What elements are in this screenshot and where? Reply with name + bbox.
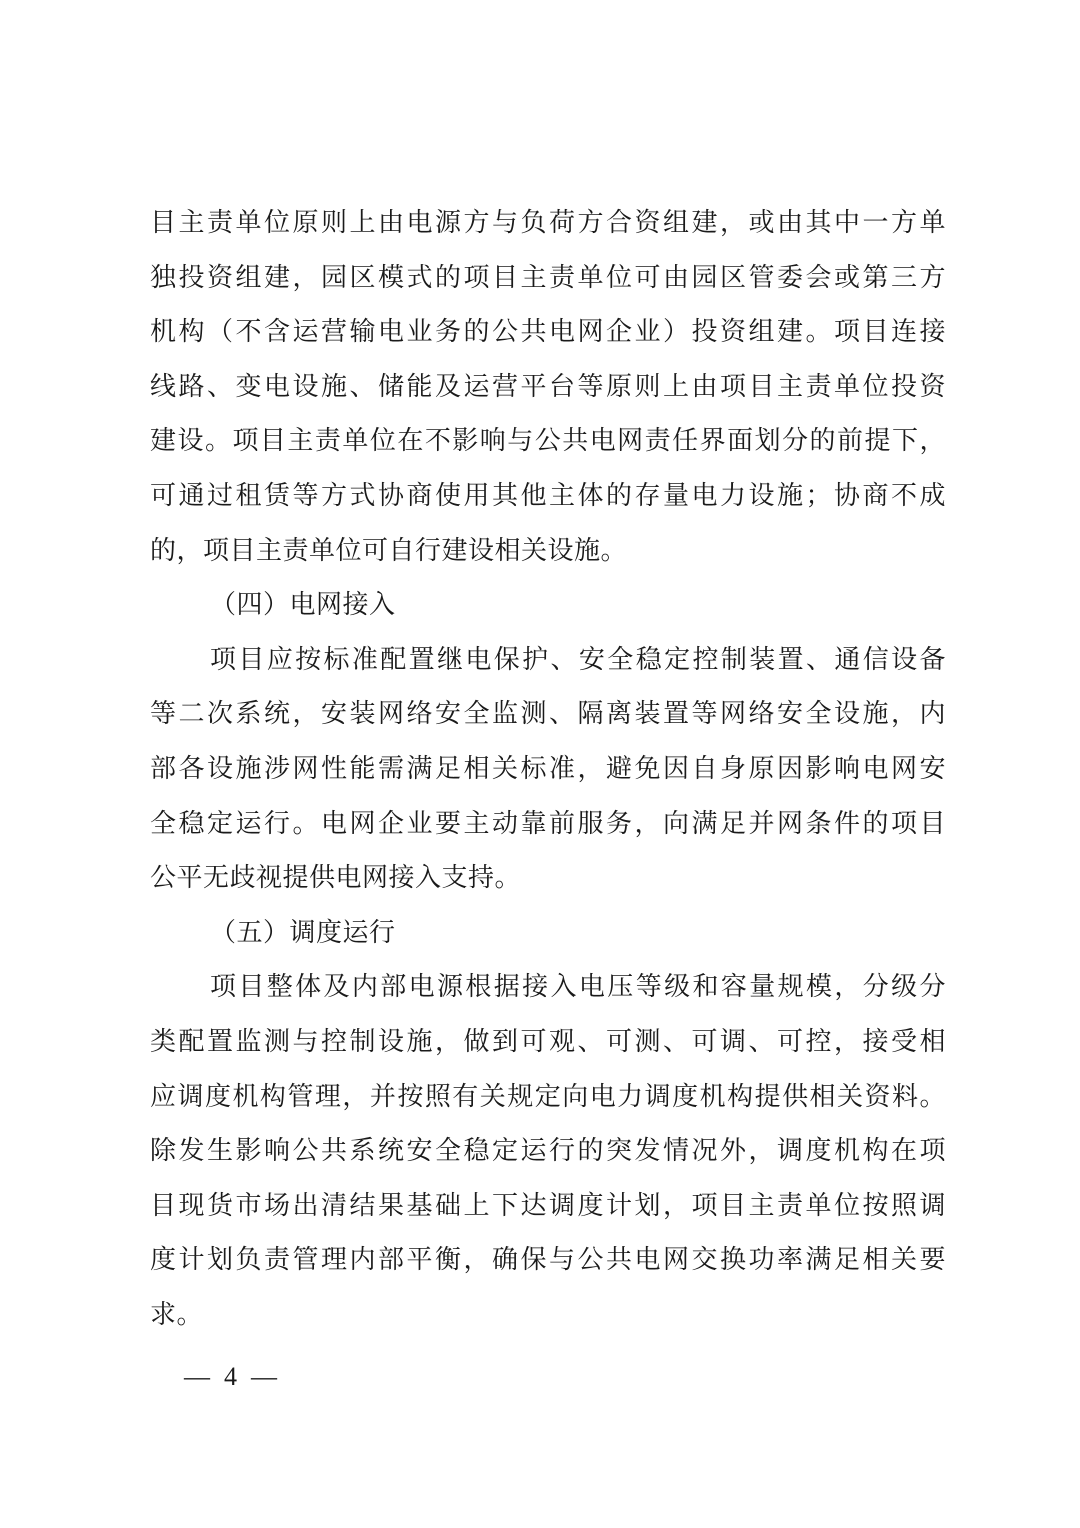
paragraph-line: 应调度机构管理，并按照有关规定向电力调度机构提供相关资料。 [150,1081,946,1112]
paragraph-line: 类配置监测与控制设施，做到可观、可测、可调、可控，接受相 [150,1026,946,1057]
paragraph-line: 的，项目主责单位可自行建设相关设施。 [150,535,628,566]
paragraph-line: 全稳定运行。电网企业要主动靠前服务，向满足并网条件的项目 [150,808,946,839]
paragraph-line: 度计划负责管理内部平衡，确保与公共电网交换功率满足相关要 [150,1245,946,1276]
paragraph-line: 独投资组建，园区模式的项目主责单位可由园区管委会或第三方 [150,262,946,293]
paragraph-line: 建设。项目主责单位在不影响与公共电网责任界面划分的前提下， [150,426,946,457]
section-heading: （五）调度运行 [210,917,396,948]
page-number-value: 4 [224,1362,239,1391]
paragraph-line: 公平无歧视提供电网接入支持。 [150,863,522,894]
page-number-dash-left: — [184,1362,212,1391]
paragraph-line: 项目应按标准配置继电保护、安全稳定控制装置、通信设备 [210,644,946,675]
paragraph-line: 目主责单位原则上由电源方与负荷方合资组建，或由其中一方单 [150,208,946,238]
section-heading: （四）电网接入 [210,590,396,621]
paragraph-line: 目现货市场出清结果基础上下达调度计划，项目主责单位按照调 [150,1190,946,1221]
document-body [150,196,946,1342]
paragraph-line: 等二次系统，安装网络安全监测、隔离装置等网络安全设施，内 [150,699,946,730]
page-number-dash-right: — [251,1362,279,1391]
paragraph-line: 机构（不含运营输电业务的公共电网企业）投资组建。项目连接 [150,317,946,348]
paragraph-line: 求。 [150,1299,204,1330]
paragraph-line: 线路、变电设施、储能及运营平台等原则上由项目主责单位投资 [150,371,946,402]
paragraph-line: 可通过租赁等方式协商使用其他主体的存量电力设施；协商不成 [150,480,946,511]
paragraph-line: 项目整体及内部电源根据接入电压等级和容量规模，分级分 [210,972,946,1003]
page-number [178,1362,285,1392]
paragraph-line: 部各设施涉网性能需满足相关标准，避免因自身原因影响电网安 [150,753,946,784]
paragraph-line: 除发生影响公共系统安全稳定运行的突发情况外，调度机构在项 [150,1136,946,1167]
